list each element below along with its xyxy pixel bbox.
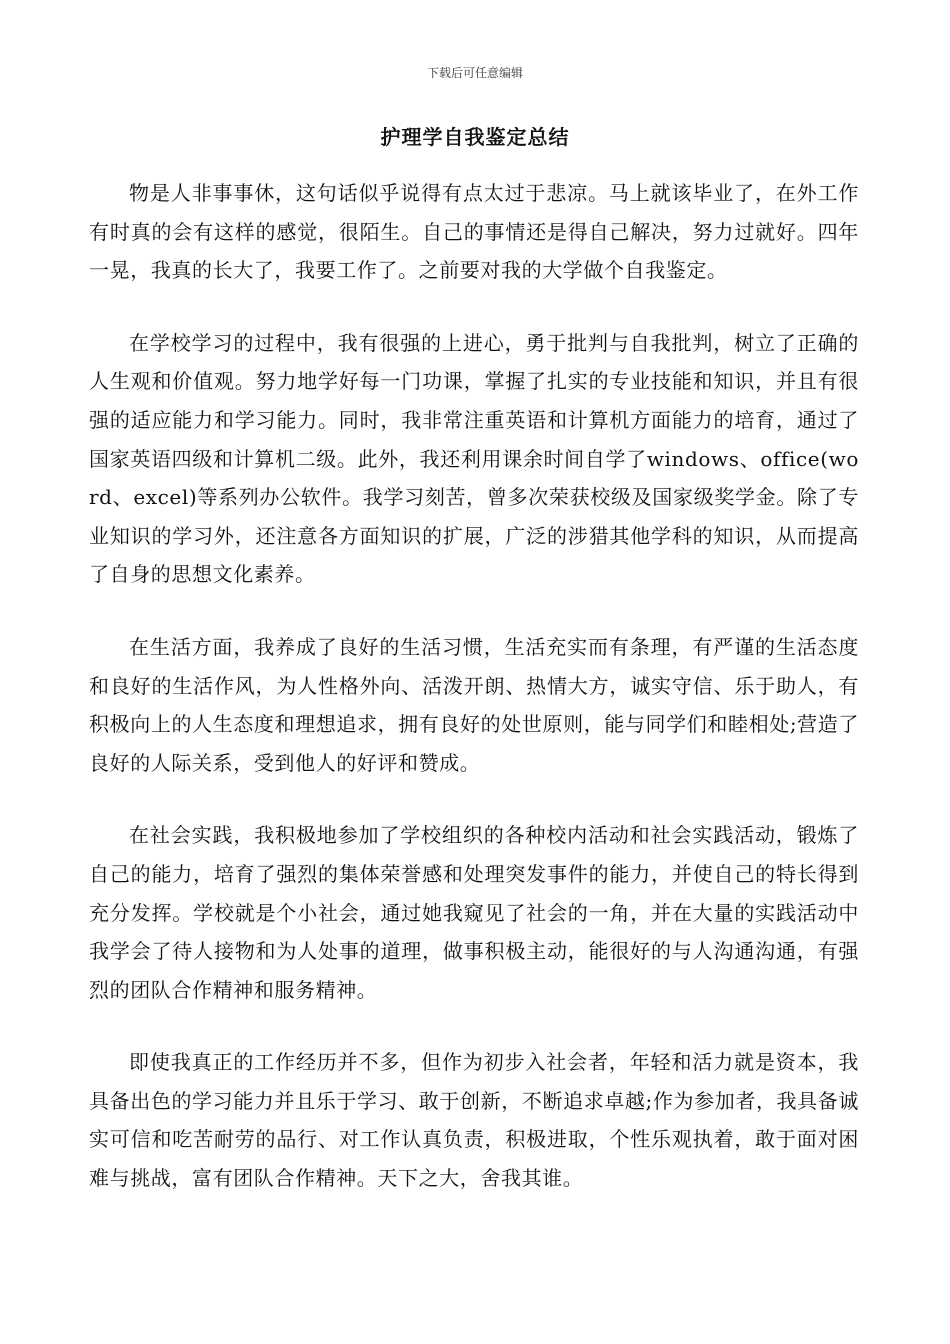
document-title: 护理学自我鉴定总结 xyxy=(380,125,570,149)
header-note: 下载后可任意编辑 xyxy=(426,66,523,80)
document-body xyxy=(89,174,859,1232)
paragraph-study: 在学校学习的过程中，我有很强的上进心，勇于批判与自我批判，树立了正确的人生观和价值观。努力地学好每一门功课，掌握了扎实的专业技能和知识，并且有很强的适应能力和学习能力。同时，我非常注重英语和计算机方面能力的培育，通过了国家英语四级和计算机二级。此外，我还利用课余时间自学了windows、office(word、excel)等系列办公软件。我学习刻苦，曾多次荣获校级及国家级奖学金。除了专业知识的学习外，还注意各方面知识的扩展，广泛的涉猎其他学科的知识，从而提高了自身的思想文化素养。 xyxy=(89,330,859,587)
paragraph-intro: 物是人非事事休，这句话似乎说得有点太过于悲凉。马上就该毕业了，在外工作有时真的会有这样的感觉，很陌生。自己的事情还是得自己解决，努力过就好。四年一晃，我真的长大了，我要工作了。之前要对我的大学做个自我鉴定。 xyxy=(89,181,859,283)
paragraph-practice: 在社会实践，我积极地参加了学校组织的各种校内活动和社会实践活动，锻炼了自己的能力，培育了强烈的集体荣誉感和处理突发事件的能力，并使自己的特长得到充分发挥。学校就是个小社会，通过她我窥见了社会的一角，并在大量的实践活动中我学会了待人接物和为人处事的道理，做事积极主动，能很好的与人沟通沟通，有强烈的团队合作精神和服务精神。 xyxy=(89,823,859,1002)
paragraph-life: 在生活方面，我养成了良好的生活习惯，生活充实而有条理，有严谨的生活态度和良好的生活作风，为人性格外向、活泼开朗、热情大方，诚实守信、乐于助人，有积极向上的人生态度和理想追求，拥有良好的处世原则，能与同学们和睦相处;营造了良好的人际关系，受到他人的好评和赞成。 xyxy=(89,634,859,775)
paragraph-conclusion: 即使我真正的工作经历并不多，但作为初步入社会者，年轻和活力就是资本，我具备出色的学习能力并且乐于学习、敢于创新，不断追求卓越;作为参加者，我具备诚实可信和吃苦耐劳的品行、对工作认真负责，积极进取，个性乐观执着，敢于面对困难与挑战，富有团队合作精神。天下之大，舍我其谁。 xyxy=(89,1050,859,1191)
